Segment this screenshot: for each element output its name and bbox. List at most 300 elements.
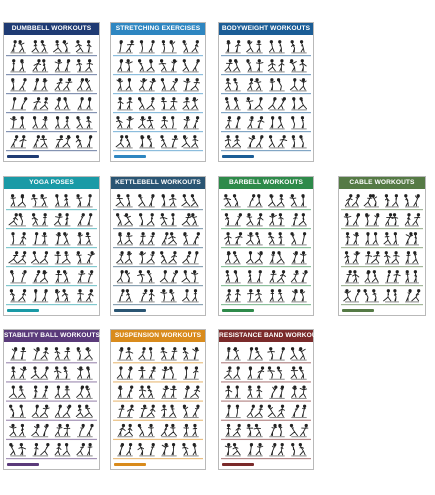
- exercise-figure: [269, 136, 287, 149]
- exercise-figure: [55, 386, 71, 399]
- exercise-figure: [247, 424, 263, 437]
- exercise-figure: [405, 252, 419, 265]
- row-divider: [221, 93, 311, 94]
- exercise-figure: [291, 41, 307, 54]
- exercise-figure: [269, 117, 284, 130]
- exercise-figure: [77, 290, 93, 303]
- exercise-figure: [117, 290, 132, 303]
- exercise-figure: [247, 367, 263, 380]
- exercise-figure: [291, 271, 307, 284]
- exercise-figure: [268, 98, 285, 111]
- exercise-figure: [117, 41, 133, 54]
- poster-dumbbell-workouts: [3, 22, 100, 162]
- exercise-figure: [10, 443, 26, 456]
- row-divider: [6, 228, 97, 229]
- exercise-figure: [33, 117, 49, 130]
- exercise-figure: [182, 290, 198, 303]
- exercise-figure: [291, 233, 307, 246]
- exercise-figure: [247, 195, 262, 208]
- exercise-figure: [138, 98, 154, 111]
- exercise-figure: [247, 214, 263, 227]
- exercise-figure: [247, 79, 262, 92]
- exercise-figure: [10, 424, 26, 437]
- exercise-figure: [116, 136, 133, 149]
- exercise-figure: [10, 117, 26, 130]
- row-divider: [113, 74, 203, 75]
- exercise-illustrations-grid: [219, 342, 313, 463]
- exercise-figure: [225, 443, 240, 456]
- exercise-figure: [183, 117, 198, 130]
- exercise-figure: [116, 214, 132, 227]
- row-divider: [113, 458, 203, 459]
- exercise-figure: [9, 386, 26, 399]
- poster-stretching-exercises: [110, 22, 206, 162]
- exercise-figure: [33, 79, 49, 92]
- exercise-figure: [117, 424, 132, 437]
- exercise-figure: [33, 271, 49, 284]
- poster-resistance-band-workouts: [218, 329, 326, 470]
- row-divider: [113, 209, 203, 210]
- exercise-figure: [225, 290, 240, 303]
- exercise-illustrations-grid: [111, 35, 205, 155]
- poster-cable-workouts: [338, 176, 426, 316]
- row-divider: [6, 150, 97, 151]
- exercise-figure: [225, 233, 242, 246]
- exercise-figure: [161, 41, 176, 54]
- footer-bar: [7, 463, 39, 466]
- exercise-figure: [161, 233, 176, 246]
- row-divider: [221, 458, 311, 459]
- exercise-figure: [10, 136, 26, 149]
- exercise-figure: [33, 136, 49, 149]
- exercise-figure: [31, 367, 48, 380]
- exercise-figure: [117, 117, 134, 130]
- row-divider: [6, 458, 97, 459]
- row-divider: [221, 285, 311, 286]
- exercise-figure: [139, 367, 155, 380]
- row-divider: [6, 362, 97, 363]
- row-divider: [221, 266, 311, 267]
- exercise-figure: [32, 214, 48, 227]
- exercise-illustrations-grid: [111, 342, 205, 463]
- row-divider: [221, 112, 311, 113]
- exercise-figure: [344, 214, 359, 227]
- exercise-figure: [32, 405, 49, 418]
- exercise-figure: [161, 136, 178, 149]
- exercise-figure: [33, 443, 49, 456]
- exercise-figure: [77, 98, 93, 111]
- exercise-figure: [225, 348, 240, 361]
- row-divider: [6, 131, 97, 132]
- exercise-figure: [183, 405, 199, 418]
- exercise-figure: [138, 443, 155, 456]
- exercise-figure: [183, 252, 199, 265]
- exercise-figure: [161, 79, 177, 92]
- exercise-figure: [269, 79, 284, 92]
- exercise-figure: [160, 271, 177, 284]
- exercise-figure: [138, 424, 154, 437]
- row-divider: [6, 420, 97, 421]
- exercise-figure: [405, 271, 419, 284]
- exercise-figure: [385, 271, 400, 284]
- exercise-figure: [225, 79, 240, 92]
- exercise-figure: [291, 214, 306, 227]
- exercise-figure: [269, 290, 284, 303]
- exercise-figure: [10, 41, 26, 54]
- row-divider: [221, 74, 311, 75]
- exercise-illustrations-grid: [339, 189, 425, 309]
- exercise-figure: [117, 252, 133, 265]
- exercise-figure: [76, 41, 93, 54]
- exercise-figure: [139, 348, 155, 361]
- row-divider: [113, 55, 203, 56]
- exercise-figure: [365, 271, 379, 284]
- poster-title: STABILITY BALL WORKOUTS: [4, 330, 99, 342]
- row-divider: [221, 228, 311, 229]
- exercise-figure: [182, 214, 198, 227]
- exercise-figure: [161, 117, 177, 130]
- exercise-figure: [10, 290, 26, 303]
- exercise-figure: [117, 60, 132, 73]
- exercise-figure: [138, 271, 155, 284]
- exercise-figure: [33, 60, 49, 73]
- poster-yoga-poses: [3, 176, 100, 316]
- exercise-figure: [225, 136, 240, 149]
- row-divider: [113, 228, 203, 229]
- exercise-figure: [138, 117, 154, 130]
- exercise-figure: [405, 195, 420, 208]
- exercise-illustrations-grid: [4, 35, 99, 155]
- exercise-figure: [77, 386, 93, 399]
- exercise-figure: [117, 348, 132, 361]
- row-divider: [6, 74, 97, 75]
- footer-bar: [342, 309, 374, 312]
- exercise-figure: [161, 98, 177, 111]
- exercise-figure: [183, 98, 199, 111]
- exercise-figure: [77, 233, 93, 246]
- exercise-figure: [33, 386, 49, 399]
- exercise-figure: [247, 41, 263, 54]
- row-divider: [221, 131, 311, 132]
- exercise-figure: [55, 252, 71, 265]
- exercise-figure: [269, 252, 284, 265]
- exercise-figure: [55, 195, 71, 208]
- exercise-figure: [117, 79, 133, 92]
- row-divider: [341, 285, 423, 286]
- row-divider: [6, 112, 97, 113]
- exercise-figure: [77, 252, 95, 265]
- row-divider: [341, 247, 423, 248]
- exercise-figure: [10, 233, 26, 246]
- exercise-figure: [268, 195, 284, 208]
- exercise-figure: [33, 348, 49, 361]
- exercise-figure: [225, 60, 241, 73]
- poster-title: YOGA POSES: [4, 177, 99, 189]
- exercise-figure: [55, 117, 71, 130]
- exercise-figure: [10, 60, 26, 73]
- exercise-figure: [291, 117, 306, 130]
- exercise-figure: [268, 60, 284, 73]
- exercise-figure: [77, 214, 93, 227]
- exercise-figure: [139, 252, 154, 265]
- exercise-figure: [290, 195, 307, 208]
- poster-barbell-workouts: [218, 176, 314, 316]
- footer-bar: [114, 155, 146, 158]
- exercise-figure: [32, 41, 48, 54]
- exercise-figure: [54, 214, 70, 227]
- exercise-figure: [385, 214, 399, 227]
- exercise-figure: [77, 443, 93, 456]
- exercise-figure: [76, 405, 92, 418]
- exercise-figure: [225, 252, 240, 265]
- exercise-figure: [247, 443, 262, 456]
- poster-title: BARBELL WORKOUTS: [219, 177, 313, 189]
- footer-bar: [222, 309, 254, 312]
- exercise-figure: [10, 79, 26, 92]
- row-divider: [6, 209, 97, 210]
- exercise-figure: [384, 233, 399, 246]
- exercise-figure: [77, 60, 93, 73]
- exercise-figure: [384, 290, 399, 303]
- row-divider: [6, 304, 97, 305]
- exercise-figure: [139, 136, 154, 149]
- exercise-figure: [31, 252, 48, 265]
- exercise-figure: [9, 214, 26, 227]
- exercise-figure: [159, 60, 177, 73]
- row-divider: [341, 228, 423, 229]
- exercise-figure: [139, 233, 154, 246]
- exercise-figure: [55, 136, 71, 149]
- poster-title: KETTLEBELL WORKOUTS: [111, 177, 205, 189]
- exercise-figure: [33, 233, 49, 246]
- exercise-figure: [291, 443, 306, 456]
- exercise-figure: [225, 386, 240, 399]
- row-divider: [221, 439, 311, 440]
- exercise-figure: [139, 195, 155, 208]
- exercise-figure: [10, 195, 26, 208]
- exercise-figure: [161, 290, 177, 303]
- exercise-figure: [161, 386, 176, 399]
- exercise-figure: [224, 367, 240, 380]
- footer-bar: [114, 463, 146, 466]
- exercise-figure: [77, 79, 93, 92]
- exercise-figure: [183, 367, 198, 380]
- row-divider: [221, 209, 311, 210]
- exercise-illustrations-grid: [219, 35, 313, 155]
- exercise-figure: [247, 348, 262, 361]
- footer-bar: [222, 463, 254, 466]
- exercise-figure: [10, 98, 27, 111]
- exercise-figure: [291, 348, 307, 361]
- exercise-figure: [345, 252, 360, 265]
- poster-title: CABLE WORKOUTS: [339, 177, 425, 189]
- exercise-figure: [247, 117, 264, 130]
- row-divider: [113, 304, 203, 305]
- exercise-figure: [10, 271, 26, 284]
- exercise-figure: [160, 214, 176, 227]
- exercise-figure: [77, 348, 93, 361]
- exercise-figure: [139, 41, 154, 54]
- exercise-figure: [161, 252, 177, 265]
- exercise-illustrations-grid: [4, 189, 99, 309]
- exercise-figure: [291, 290, 306, 303]
- exercise-figure: [224, 195, 241, 208]
- exercise-figure: [55, 405, 71, 418]
- row-divider: [113, 362, 203, 363]
- exercise-figure: [225, 41, 240, 54]
- exercise-figure: [183, 443, 199, 456]
- poster-title: DUMBBELL WORKOUTS: [4, 23, 99, 35]
- exercise-figure: [161, 424, 176, 437]
- row-divider: [113, 285, 203, 286]
- row-divider: [341, 266, 423, 267]
- exercise-figure: [55, 348, 71, 361]
- exercise-figure: [183, 60, 199, 73]
- exercise-figure: [161, 367, 176, 380]
- exercise-figure: [183, 424, 198, 437]
- row-divider: [6, 93, 97, 94]
- exercise-figure: [365, 214, 379, 227]
- row-divider: [221, 381, 311, 382]
- exercise-figure: [290, 79, 306, 92]
- row-divider: [113, 381, 203, 382]
- footer-bar: [7, 309, 39, 312]
- exercise-figure: [161, 443, 176, 456]
- exercise-figure: [247, 290, 262, 303]
- exercise-illustrations-grid: [111, 189, 205, 309]
- row-divider: [113, 112, 203, 113]
- exercise-figure: [138, 60, 154, 73]
- exercise-figure: [269, 271, 285, 284]
- row-divider: [221, 55, 311, 56]
- exercise-figure: [247, 60, 263, 73]
- exercise-figure: [77, 367, 93, 380]
- exercise-figure: [247, 386, 262, 399]
- exercise-figure: [117, 386, 133, 399]
- exercise-figure: [117, 443, 132, 456]
- row-divider: [6, 247, 97, 248]
- exercise-figure: [77, 117, 93, 130]
- row-divider: [6, 285, 97, 286]
- row-divider: [341, 304, 423, 305]
- exercise-figure: [117, 405, 133, 418]
- exercise-figure: [183, 233, 199, 246]
- exercise-figure: [365, 252, 380, 265]
- exercise-figure: [9, 252, 26, 265]
- exercise-figure: [55, 79, 72, 92]
- exercise-figure: [183, 386, 199, 399]
- exercise-figure: [269, 41, 284, 54]
- row-divider: [341, 209, 423, 210]
- exercise-figure: [183, 348, 199, 361]
- exercise-figure: [77, 195, 93, 208]
- row-divider: [113, 420, 203, 421]
- exercise-figure: [246, 252, 262, 265]
- poster-title: RESISTANCE BAND WORKOUTS: [219, 330, 313, 342]
- exercise-figure: [33, 98, 49, 111]
- exercise-figure: [55, 290, 71, 303]
- exercise-figure: [117, 271, 132, 284]
- exercise-figure: [54, 41, 71, 54]
- exercise-figure: [117, 233, 132, 246]
- row-divider: [221, 420, 311, 421]
- exercise-figure: [269, 386, 284, 399]
- row-divider: [221, 401, 311, 402]
- row-divider: [113, 266, 203, 267]
- exercise-figure: [33, 290, 49, 303]
- exercise-figure: [247, 136, 263, 149]
- exercise-figure: [405, 214, 420, 227]
- exercise-figure: [225, 424, 240, 437]
- row-divider: [113, 439, 203, 440]
- exercise-figure: [291, 367, 307, 380]
- exercise-figure: [55, 443, 71, 456]
- exercise-figure: [183, 79, 199, 92]
- exercise-figure: [139, 386, 154, 399]
- exercise-figure: [55, 271, 71, 284]
- exercise-figure: [269, 214, 284, 227]
- exercise-figure: [161, 348, 177, 361]
- row-divider: [6, 381, 97, 382]
- exercise-figure: [291, 405, 306, 418]
- row-divider: [113, 131, 203, 132]
- exercise-figure: [225, 117, 240, 130]
- row-divider: [113, 93, 203, 94]
- poster-kettlebell-workouts: [110, 176, 206, 316]
- exercise-figure: [246, 233, 262, 246]
- exercise-figure: [76, 136, 92, 149]
- exercise-figure: [225, 405, 240, 418]
- poster-stability-ball-workouts: [3, 329, 100, 470]
- exercise-figure: [32, 424, 48, 437]
- exercise-figure: [77, 271, 93, 284]
- exercise-figure: [291, 252, 306, 265]
- row-divider: [221, 362, 311, 363]
- exercise-figure: [55, 424, 71, 437]
- exercise-figure: [182, 195, 199, 208]
- exercise-figure: [291, 136, 306, 149]
- exercise-figure: [246, 98, 262, 111]
- row-divider: [113, 150, 203, 151]
- exercise-figure: [365, 233, 379, 246]
- poster-title: SUSPENSION WORKOUTS: [111, 330, 205, 342]
- exercise-figure: [269, 424, 284, 437]
- exercise-figure: [182, 136, 199, 149]
- row-divider: [6, 401, 97, 402]
- exercise-figure: [225, 214, 241, 227]
- exercise-figure: [345, 233, 359, 246]
- exercise-figure: [55, 233, 71, 246]
- exercise-figure: [345, 271, 359, 284]
- exercise-figure: [139, 405, 155, 418]
- exercise-illustrations-grid: [4, 342, 99, 463]
- exercise-figure: [54, 367, 70, 380]
- exercise-figure: [225, 98, 240, 111]
- exercise-figure: [31, 195, 48, 208]
- exercise-figure: [10, 348, 26, 361]
- exercise-figure: [268, 405, 284, 418]
- row-divider: [6, 266, 97, 267]
- exercise-figure: [116, 195, 133, 208]
- exercise-figure: [268, 348, 285, 361]
- exercise-figure: [405, 290, 420, 303]
- exercise-figure: [247, 405, 263, 418]
- row-divider: [221, 304, 311, 305]
- exercise-figure: [269, 233, 285, 246]
- exercise-figure: [385, 252, 400, 265]
- exercise-figure: [117, 98, 132, 111]
- exercise-figure: [364, 290, 379, 303]
